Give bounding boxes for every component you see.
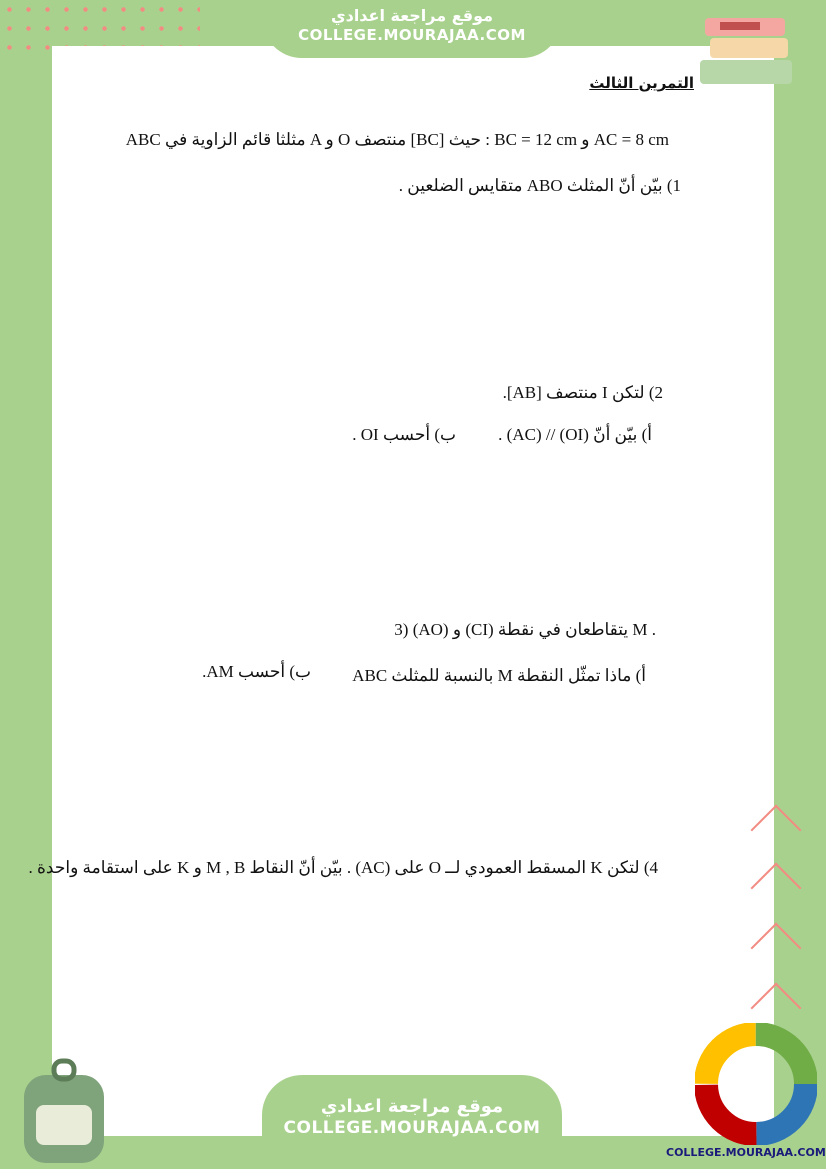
site-logo xyxy=(695,1023,817,1145)
exercise-statement: ABC مثلثا قائم الزاوية في A و O منتصف [BC] حيث : BC = 12 cm و AC = 8 cm xyxy=(125,130,669,149)
header-site-arabic: موقع مراجعة اعدادي xyxy=(330,6,494,25)
question-2b: ب) أحسب OI . xyxy=(352,425,456,444)
question-4: 4) لتكن K المسقط العمودي لــ O على (AC) . بيّن أنّ النقاط M , B و K على استقامة واحدة . xyxy=(28,858,658,877)
question-1: 1) بيّن أنّ المثلث ABO متقايس الضلعين . xyxy=(398,176,681,195)
question-3b: ب) أحسب AM. xyxy=(202,662,311,681)
books-icon xyxy=(700,10,800,92)
header-site-link[interactable]: COLLEGE.MOURAJAA.COM xyxy=(298,26,526,44)
logo-text: COLLEGE.MOURAJAA.COM xyxy=(666,1146,826,1159)
question-3a: أ) ماذا تمثّل النقطة M بالنسبة للمثلث ABC xyxy=(352,666,646,685)
question-2: 2) لتكن I منتصف [AB]. xyxy=(502,383,663,402)
exercise-title: التمرين الثالث xyxy=(589,74,694,92)
question-3: 3) (AO) و (CI) يتقاطعان في نقطة M . xyxy=(394,620,656,639)
backpack-icon xyxy=(14,1055,114,1165)
worksheet-page xyxy=(52,46,774,1136)
footer-site-arabic: موقع مراجعة اعدادي xyxy=(320,1096,504,1117)
footer-site-link[interactable]: COLLEGE.MOURAJAA.COM xyxy=(283,1118,541,1138)
footer-banner xyxy=(262,1075,562,1165)
header-banner xyxy=(262,6,562,58)
question-2a: أ) بيّن أنّ (OI) // (AC) . xyxy=(498,425,652,444)
